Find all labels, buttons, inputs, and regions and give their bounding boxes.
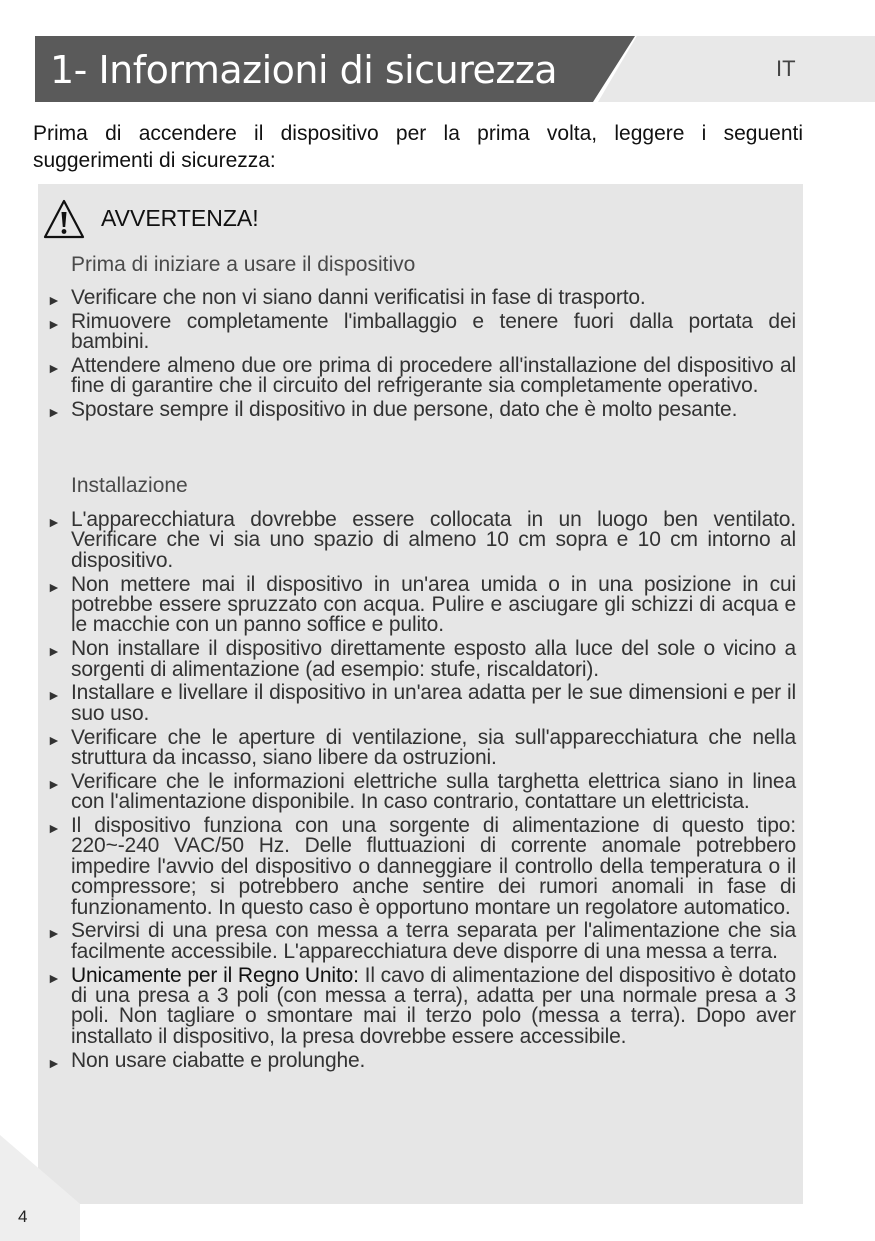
list-item: ► Spostare sempre il dispositivo in due persone, dato che è molto pesante. bbox=[47, 398, 738, 422]
list-item: ► Attendere almeno due ore prima di procedere all'installazione del dispositivo al fine di garantire che il circuito del refrigerante sia completamente operativo. bbox=[47, 354, 796, 398]
bullet-icon: ► bbox=[47, 925, 61, 942]
section-title-before-use: Prima di iniziare a usare il dispositivo bbox=[71, 253, 416, 276]
language-tab bbox=[598, 36, 875, 102]
bullet-icon: ► bbox=[47, 820, 61, 837]
list-item: ► L'apparecchiatura dovrebbe essere collocata in un luogo ben ventilato. Verificare che vi sia uno spazio di almeno 10 cm sopra e 10 cm intorno al dispositivo. bbox=[47, 508, 796, 572]
uk-text: Il cavo di alimentazione del dispositivo è dotato di una presa a 3 poli (con messa a terra), adatta per una normale presa a 3 poli. Non tagliare o smontare mai il terzo polo (messa a terra). Dopo aver installato il dispositivo, la presa dovrebbe essere accessibile. bbox=[71, 963, 796, 1048]
list-item: ► Verificare che non vi siano danni verificatisi in fase di trasporto. bbox=[47, 286, 646, 309]
bullet-icon: ► bbox=[47, 404, 61, 421]
page-number: 4 bbox=[18, 1207, 28, 1226]
bullet-icon: ► bbox=[47, 578, 61, 595]
list-item: ► Rimuovere completamente l'imballaggio e tenere fuori dalla portata dei bambini. bbox=[47, 309, 796, 354]
warning-label: AVVERTENZA! bbox=[101, 205, 259, 231]
list-installation bbox=[42, 510, 796, 1074]
list-item: ► Servirsi di una presa con messa a terra separata per l'alimentazione che sia facilmente accessibile. L'apparecchiatura deve disporre di una messa a terra. bbox=[47, 919, 796, 963]
bullet-icon: ► bbox=[47, 315, 61, 332]
list-item: ► Non installare il dispositivo direttamente esposto alla luce del sole o vicino a sorgenti di alimentazione (ad esempio: stufe, riscaldatori). bbox=[47, 637, 796, 681]
list-item: ► Il dispositivo funziona con una sorgente di alimentazione di questo tipo: 220~-240 VAC/50 Hz. Delle fluttuazioni di corrente anomale potrebbero impedire l'avvio del dispositivo o danneggiare il controllo della temperatura o il compressore; si potrebbero anche sentire dei rumori anomali in fase di funzionamento. In questo caso è opportuno montare un regolatore automatico. bbox=[47, 814, 796, 919]
bullet-icon: ► bbox=[47, 514, 61, 530]
bullet-icon: ► bbox=[47, 360, 61, 376]
bullet-icon: ► bbox=[47, 1054, 61, 1071]
list-item-uk bbox=[42, 963, 796, 1048]
uk-lead: Unicamente per il Regno Unito: bbox=[71, 963, 359, 987]
list-item: ► Verificare che le aperture di ventilazione, sia sull'apparecchiatura che nella struttura da incasso, siano libere da ostruzioni. bbox=[47, 725, 796, 770]
bullet-icon: ► bbox=[47, 775, 61, 792]
intro-text: Prima di accendere il dispositivo per la prima volta, leggere i seguenti suggerimenti di sicurezza: bbox=[33, 122, 803, 172]
bullet-icon: ► bbox=[47, 731, 61, 748]
section-title-installation: Installazione bbox=[71, 474, 188, 497]
bullet-icon: ► bbox=[47, 643, 61, 660]
list-item: ► Installare e livellare il dispositivo in un'area adatta per le sue dimensioni e per il suo uso. bbox=[47, 681, 796, 725]
list-item: ► Non mettere mai il dispositivo in un'area umida o in una posizione in cui potrebbe essere spruzzato con acqua. Pulire e asciugare gli schizzi di acqua e le macchie con un panno soffice e pulito. bbox=[47, 572, 796, 637]
language-label: IT bbox=[776, 56, 796, 81]
list-before-use bbox=[42, 288, 796, 424]
list-item: ► Non usare ciabatte e prolunghe. bbox=[47, 1048, 366, 1072]
bullet-icon: ► bbox=[47, 969, 61, 986]
page-title: 1- Informazioni di sicurezza bbox=[50, 48, 558, 92]
bullet-icon: ► bbox=[47, 687, 61, 704]
warning-triangle-icon bbox=[42, 198, 86, 240]
bullet-icon: ► bbox=[47, 292, 61, 308]
list-item: ► Verificare che le informazioni elettriche sulla targhetta elettrica siano in linea con l'alimentazione disponibile. In caso contrario, contattare un elettricista. bbox=[47, 769, 796, 814]
